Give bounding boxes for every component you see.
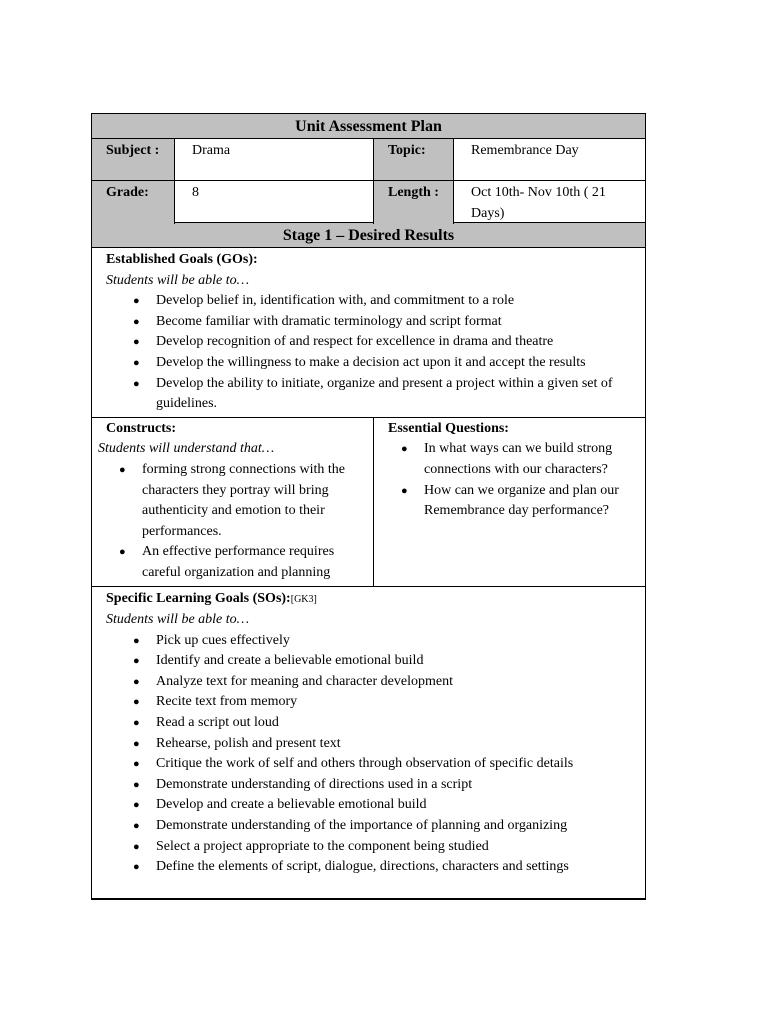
sos-title: Specific Learning Goals (SOs): [106, 590, 291, 606]
questions-title: Essential Questions: [388, 420, 509, 436]
plan-title: Unit Assessment Plan [92, 114, 645, 139]
list-item: ● Select a project appropriate to the component being studied [130, 837, 635, 858]
list-item: ● How can we organize and plan our Remembrance day performance? [398, 481, 637, 522]
established-goals-section [92, 248, 645, 418]
list-item: ● Analyze text for meaning and character development [130, 672, 635, 693]
stage1-title: Stage 1 – Desired Results [92, 223, 645, 248]
list-item: ● Develop recognition of and respect for excellence in drama and theatre [130, 332, 635, 353]
sos-intro: Students will be able to… [106, 612, 250, 628]
goals-list [106, 291, 635, 415]
topic-label: Topic: [374, 139, 454, 180]
subject-label: Subject : [92, 139, 175, 180]
constructs-questions-row [92, 418, 645, 587]
goals-title: Established Goals (GOs): [106, 252, 258, 267]
constructs-intro: Students will understand that… [98, 441, 275, 457]
list-item: ● Become familiar with dramatic terminology and script format [130, 312, 635, 333]
subject-topic-row [92, 139, 645, 181]
sos-list [106, 631, 635, 878]
questions-list [388, 439, 637, 521]
list-item: ● Demonstrate understanding of the importance of planning and organizing [130, 816, 635, 837]
list-item: ● Read a script out loud [130, 713, 635, 734]
length-value: Oct 10th- Nov 10th ( 21 Days) [471, 185, 606, 221]
sos-tag: [GK3] [290, 593, 317, 605]
list-item: ● Critique the work of self and others through observation of specific details [130, 754, 635, 775]
list-item: ● Identify and create a believable emotional build [130, 651, 635, 672]
constructs-list [98, 460, 367, 584]
list-item: ● Develop the ability to initiate, organize and present a project within a given set of guidelines. [130, 374, 635, 415]
grade-value: 8 [175, 181, 374, 224]
constructs-title: Constructs: [106, 420, 176, 436]
grade-length-row [92, 181, 645, 223]
list-item: ● Develop belief in, identification with, and commitment to a role [130, 291, 635, 312]
list-item: ● Develop and create a believable emotional build [130, 795, 635, 816]
list-item: ● Develop the willingness to make a decision act upon it and accept the results [130, 353, 635, 374]
essential-questions-section [374, 418, 645, 586]
goals-intro: Students will be able to… [106, 272, 250, 288]
topic-value: Remembrance Day [471, 143, 579, 158]
list-item: ● forming strong connections with the characters they portray will bring authenticity and emotion to their performances. [116, 460, 367, 542]
list-item: ● Rehearse, polish and present text [130, 734, 635, 755]
specific-learning-goals-section [92, 587, 645, 898]
list-item: ● Pick up cues effectively [130, 631, 635, 652]
sos-title-line [106, 589, 635, 611]
list-item: ● An effective performance requires careful organization and planning [116, 542, 367, 583]
list-item: ● In what ways can we build strong connections with our characters? [398, 439, 637, 480]
list-item: ● Recite text from memory [130, 692, 635, 713]
list-item: ● Demonstrate understanding of directions used in a script [130, 775, 635, 796]
unit-assessment-plan-table [91, 113, 646, 900]
list-item: ● Define the elements of script, dialogue, directions, characters and settings [130, 857, 635, 878]
grade-label: Grade: [92, 181, 175, 224]
constructs-section [92, 418, 374, 586]
subject-value: Drama [175, 139, 374, 180]
length-label: Length : [374, 181, 454, 224]
